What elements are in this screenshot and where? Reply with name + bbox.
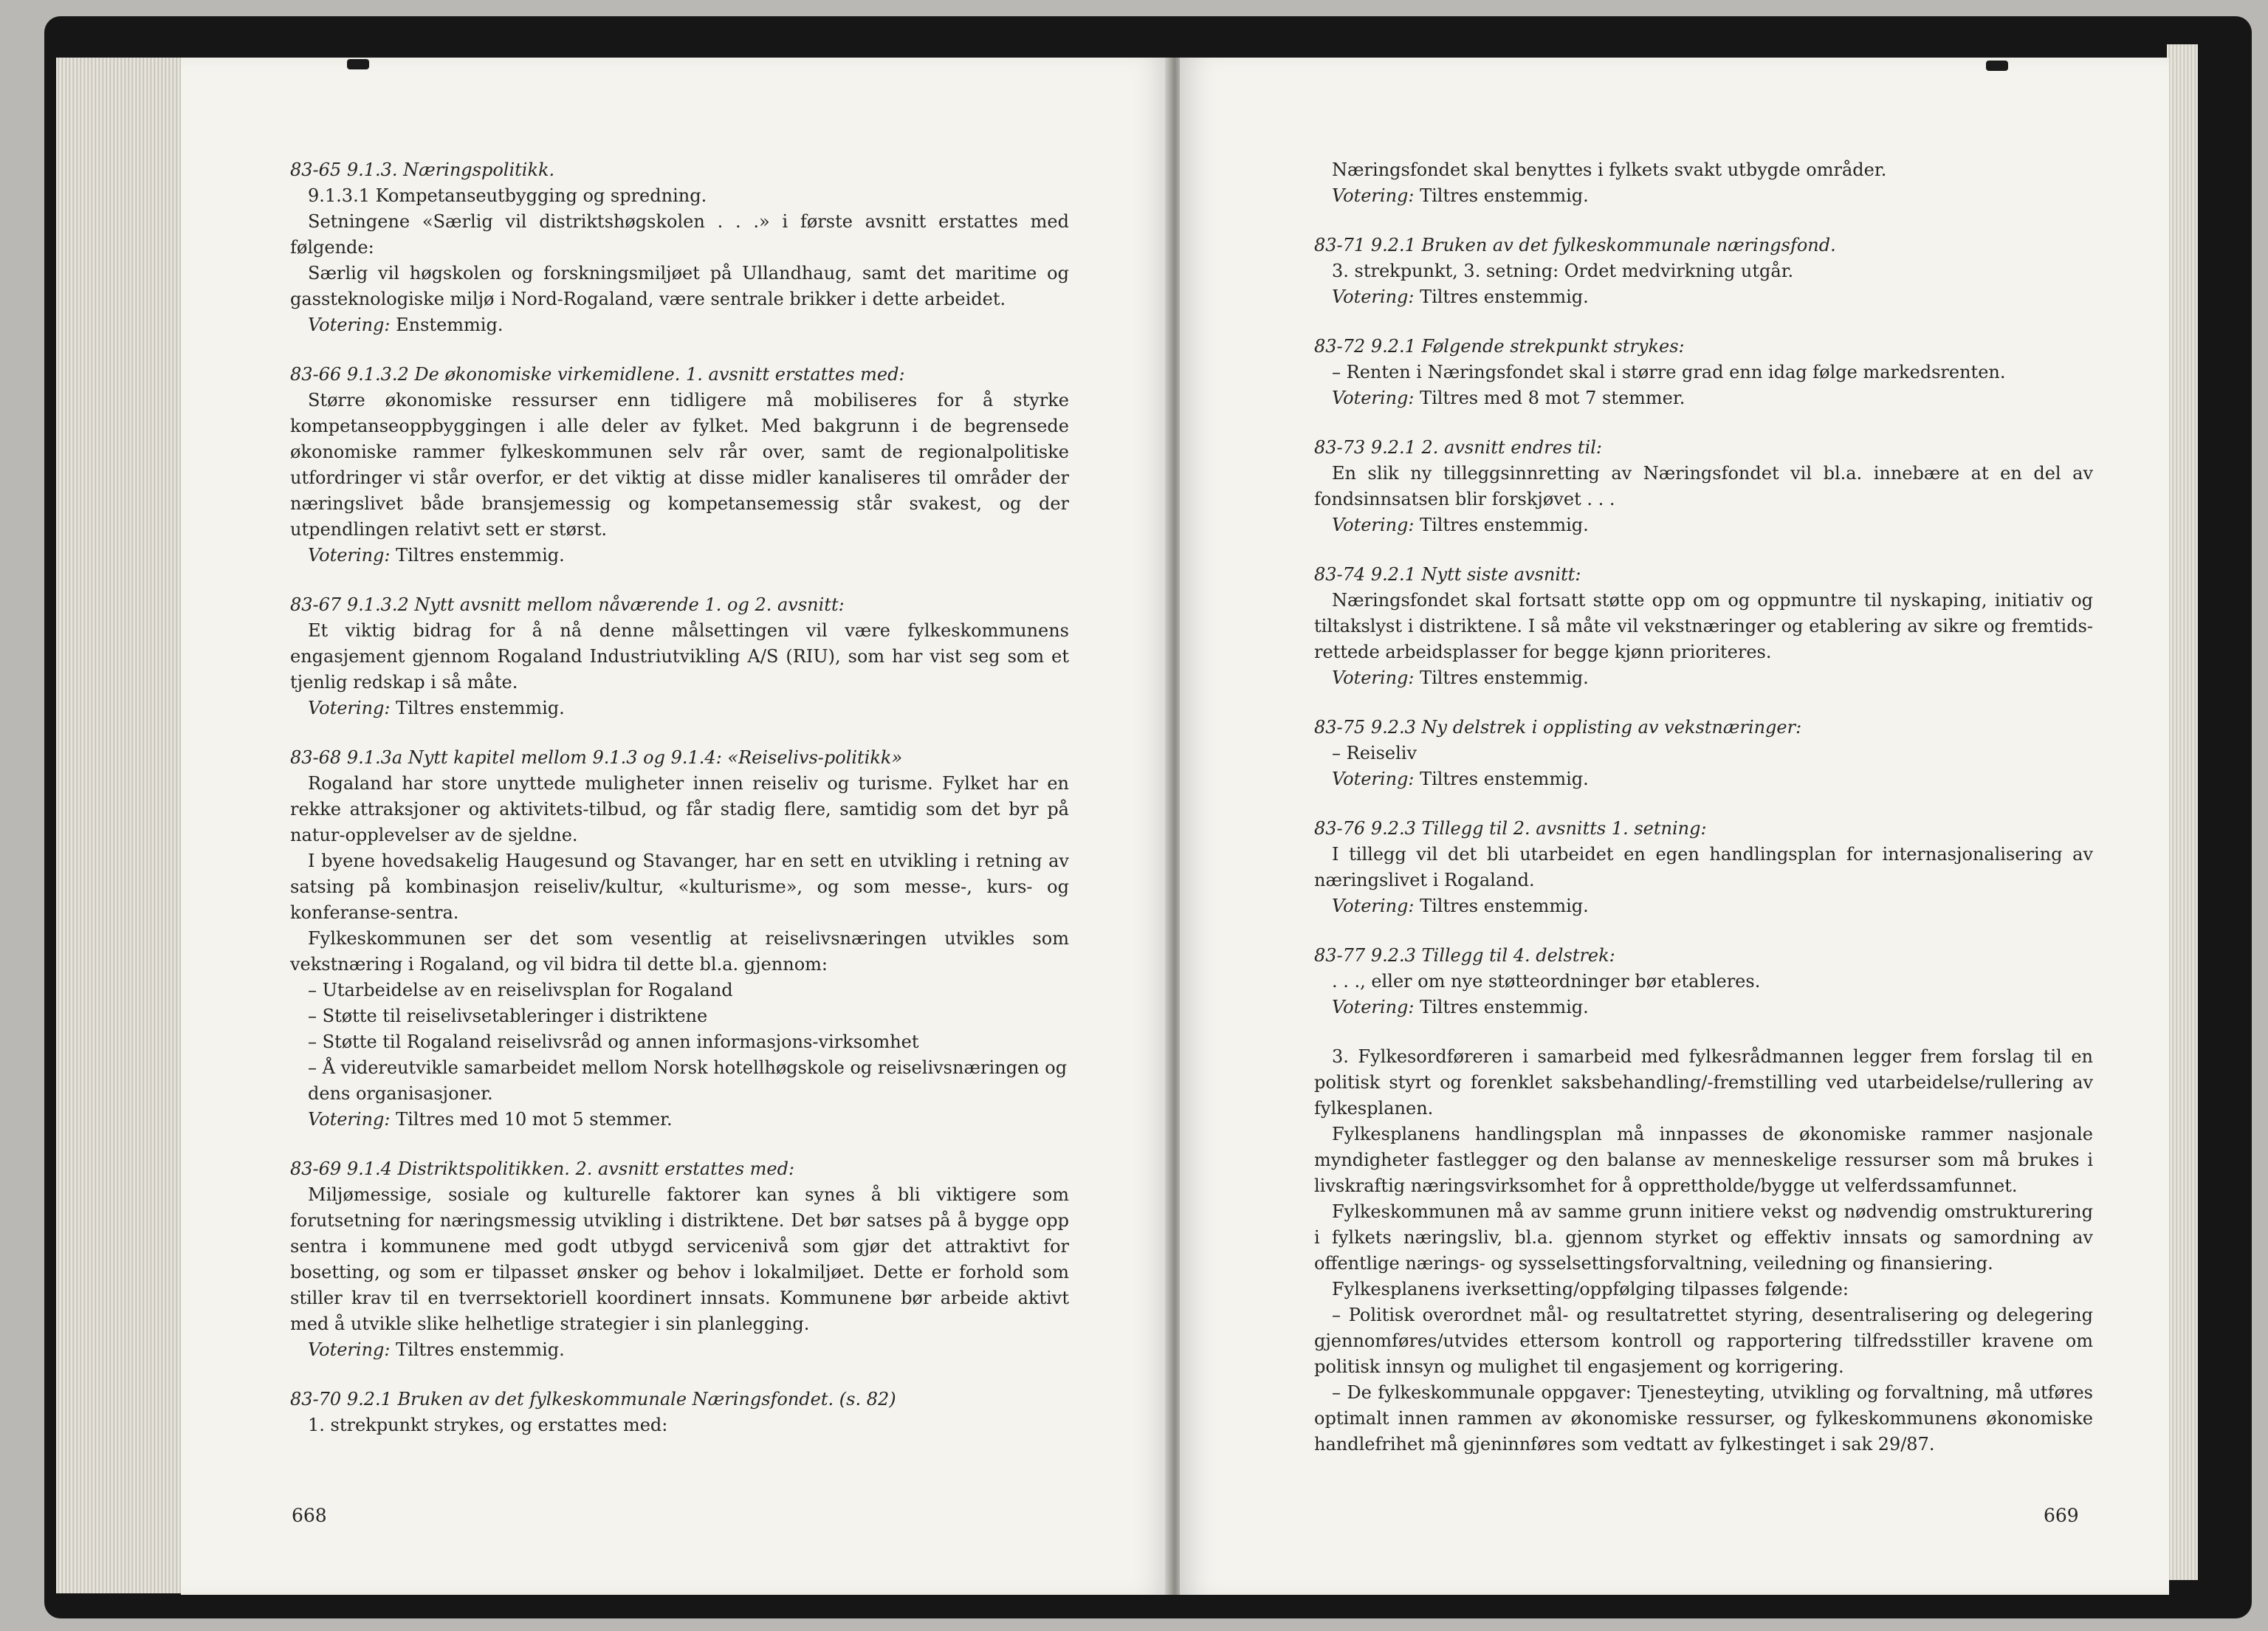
paragraph: – Politisk overordnet mål- og resultatrettet styring, desentralisering og delegering gjennomføres/utvides ettersom kontroll og rapportering tilfredsstiller kravene om politisk innsyn og mulighet til engasjement og korrigering. (1314, 1305, 2093, 1377)
entry-heading: 83-65 9.1.3. Næringspolitikk. (290, 159, 555, 180)
vote-result: Tiltres med 8 mot 7 stemmer. (1420, 388, 1685, 408)
entry-heading: 83-77 9.2.3 Tillegg til 4. delstrek: (1314, 945, 1615, 966)
paragraph: En slik ny tilleggsinnretting av Næringsfondet vil bl.a. innebære at en del av fondsinnsatsen blir forskjøvet . . . (1314, 463, 2093, 509)
vote-line (290, 1337, 1069, 1363)
vote-result: Enstemmig. (396, 315, 504, 335)
resolution-entry (290, 1387, 1069, 1438)
paragraph: – De fylkeskommunale oppgaver: Tjenesteyting, utvikling og forvaltning, må utføres optimalt innen rammen av økonomiske ressurser, og fylkeskommunens økonomiske handlefrihet må gjeninnføres som vedtatt av fylkestinget i sak 29/87. (1314, 1382, 2093, 1455)
vote-label: Votering: (308, 1109, 391, 1130)
vote-line (1314, 665, 2093, 691)
vote-label: Votering: (1332, 185, 1415, 206)
entry-heading: 83-75 9.2.3 Ny delstrek i opplisting av vekstnæringer: (1314, 717, 1802, 738)
entry-heading: 83-71 9.2.1 Bruken av det fylkeskommunale næringsfond. (1314, 235, 1836, 255)
paragraph: Fylkeskommunen ser det som vesentlig at reiselivsnæringen utvikles som vekstnæring i Rogaland, og vil bidra til dette bl.a. gjennom: (290, 928, 1069, 975)
vote-line (290, 543, 1069, 569)
entry-heading: 83-76 9.2.3 Tillegg til 2. avsnitts 1. setning: (1314, 818, 1707, 839)
vote-result: Tiltres enstemmig. (396, 698, 565, 718)
paragraph: Et viktig bidrag for å nå denne målsettingen vil være fylkeskommunens engasjement gjennom Rogaland Industriutvikling A/S (RIU), som har vist seg som et tjenlig redskap i så måte. (290, 620, 1069, 693)
dash-item: – Reiseliv (1332, 743, 1418, 763)
dash-item: – Støtte til Rogaland reiselivsråd og annen informasjons-virksomhet (308, 1031, 919, 1052)
vote-label: Votering: (1332, 997, 1415, 1017)
paragraph: Næringsfondet skal benyttes i fylkets svakt utbygde områder. (1332, 159, 1887, 180)
paragraph: I byene hovedsakelig Haugesund og Stavanger, har en sett en utvikling i retning av satsing på kombinasjon reiseliv/kultur, «kulturisme», og som messe-, kurs- og konferanse-sentra. (290, 851, 1069, 923)
right-page-text (1314, 157, 2093, 1481)
vote-result: Tiltres enstemmig. (1420, 515, 1589, 535)
vote-line (290, 312, 1069, 338)
resolution-entry (1314, 715, 2093, 792)
paragraph: Fylkeskommunen må av samme grunn initiere vekst og nødvendig omstrukturering i fylkets næringsliv, bl.a. gjennom styrket og effektiv innsats og samordning av offentlige nærings- og sysselsettingsforvaltning, veiledning og finansiering. (1314, 1201, 2093, 1274)
paragraph: Miljømessige, sosiale og kulturelle faktorer kan synes å bli viktigere som forutsetning for næringsmessig utvikling i distriktene. Det bør satses på å bygge opp sentra i kommunene med godt utbygd servicenivå som gjør det attraktivt for bosetting, og som er tilpasset ønsker og behov i lokalmiljøet. Dette er forhold som stiller krav til en tverrsektoriell koordinert innsats. Kommunene bør arbeide aktivt med å utvikle slike helhetlige strategier i sin planlegging. (290, 1184, 1069, 1334)
vote-label: Votering: (308, 1339, 391, 1360)
vote-label: Votering: (308, 315, 391, 335)
vote-result: Tiltres enstemmig. (1420, 286, 1589, 307)
resolution-entry (1314, 816, 2093, 919)
resolution-entry (1314, 435, 2093, 538)
vote-label: Votering: (1332, 286, 1415, 307)
resolution-entry (290, 592, 1069, 721)
entry-heading: 83-67 9.1.3.2 Nytt avsnitt mellom nåværende 1. og 2. avsnitt: (290, 594, 845, 615)
vote-label: Votering: (308, 698, 391, 718)
paragraph: Setningene «Særlig vil distriktshøgskolen . . .» i første avsnitt erstattes med følgende: (290, 211, 1069, 258)
vote-label: Votering: (1332, 667, 1415, 688)
vote-result: Tiltres med 10 mot 5 stemmer. (396, 1109, 673, 1130)
page-edges-right (2167, 44, 2198, 1580)
left-page-text (290, 157, 1069, 1462)
dash-item: – Støtte til reiselivsetableringer i distriktene (308, 1006, 708, 1026)
vote-label: Votering: (1332, 896, 1415, 916)
dash-item: – Å videreutvikle samarbeidet mellom Norsk hotellhøgskole og reiselivsnæringen og dens organisasjoner. (308, 1057, 1068, 1104)
paragraph: . . ., eller om nye støtteordninger bør etableres. (1332, 971, 1761, 992)
vote-line (1314, 284, 2093, 310)
vote-label: Votering: (1332, 515, 1415, 535)
resolution-entry (290, 1156, 1069, 1363)
vote-label: Votering: (308, 545, 391, 566)
paragraph: Fylkesplanens iverksetting/oppfølging tilpasses følgende: (1332, 1279, 1849, 1299)
resolution-entry (290, 157, 1069, 338)
vote-result: Tiltres enstemmig. (396, 1339, 565, 1360)
entry-heading: 83-72 9.2.1 Følgende strekpunkt strykes: (1314, 336, 1685, 357)
paragraph: 3. Fylkesordføreren i samarbeid med fylkesrådmannen legger frem forslag til en politisk styrt og forenklet saksbehandling/-fremstilling ved utarbeidelse/rullering av fylkesplanen. (1314, 1046, 2093, 1119)
resolution-entry (290, 362, 1069, 569)
vote-result: Tiltres enstemmig. (1420, 769, 1589, 789)
resolution-entry (1314, 157, 2093, 209)
vote-result: Tiltres enstemmig. (396, 545, 565, 566)
paragraph: Næringsfondet skal fortsatt støtte opp om og oppmuntre til nyskaping, initiativ og tiltakslyst i distriktene. I så måte vil vekstnæringer og etablering av sikre og fremtids-rettede arbeidsplasser for begge kjønn prioriteres. (1314, 590, 2093, 662)
paragraph: Større økonomiske ressurser enn tidligere må mobiliseres for å styrke kompetanseoppbyggingen i alle deler av fylket. Med bakgrunn i de begrensede økonomiske rammer fylkeskommunen selv rår over, samt de regionalpolitiske utfordringer vi står overfor, er det viktig at disse midler kanaliseres til områder der næringslivet både bransjemessig og kompetansemessig står svakest, og der utpendlingen relativt sett er størst. (290, 390, 1069, 540)
vote-line (290, 1107, 1069, 1133)
paragraph: Særlig vil høgskolen og forskningsmiljøet på Ullandhaug, samt det maritime og gassteknologiske miljø i Nord-Rogaland, være sentrale brikker i dette arbeidet. (290, 263, 1069, 309)
resolution-entry (1314, 943, 2093, 1020)
vote-result: Tiltres enstemmig. (1420, 185, 1589, 206)
paragraph: I tillegg vil det bli utarbeidet en egen handlingsplan for internasjonalisering av næringslivet i Rogaland. (1314, 844, 2093, 890)
archive-tab-mark-left (347, 59, 369, 69)
entry-heading: 83-68 9.1.3a Nytt kapitel mellom 9.1.3 og 9.1.4: «Reiselivs-politikk» (290, 747, 903, 768)
vote-result: Tiltres enstemmig. (1420, 997, 1589, 1017)
paragraph: 3. strekpunkt, 3. setning: Ordet medvirkning utgår. (1332, 261, 1794, 281)
page-number-right: 669 (2044, 1505, 2079, 1526)
vote-label: Votering: (1332, 769, 1415, 789)
resolution-entry (1314, 233, 2093, 310)
resolution-entry (1314, 562, 2093, 691)
entry-heading: 83-69 9.1.4 Distriktspolitikken. 2. avsnitt erstattes med: (290, 1158, 795, 1179)
dash-item: – Utarbeidelse av en reiselivsplan for Rogaland (308, 980, 733, 1000)
left-page (181, 58, 1170, 1595)
entry-heading: 83-73 9.2.1 2. avsnitt endres til: (1314, 437, 1602, 458)
page-number-left: 668 (292, 1505, 327, 1526)
entry-heading: 83-70 9.2.1 Bruken av det fylkeskommunale Næringsfondet. (s. 82) (290, 1389, 896, 1409)
resolution-entry (1314, 1044, 2093, 1457)
vote-line (1314, 893, 2093, 919)
archive-tab-mark-right (1986, 61, 2008, 71)
vote-line (1314, 385, 2093, 411)
resolution-entry (1314, 334, 2093, 411)
vote-line (1314, 183, 2093, 209)
vote-label: Votering: (1332, 388, 1415, 408)
vote-line (290, 696, 1069, 721)
vote-result: Tiltres enstemmig. (1420, 896, 1589, 916)
vote-line (1314, 766, 2093, 792)
right-page (1180, 58, 2169, 1595)
paragraph: 9.1.3.1 Kompetanseutbygging og spredning. (308, 185, 707, 206)
page-edges-left (56, 58, 189, 1593)
paragraph: Rogaland har store unyttede muligheter innen reiseliv og turisme. Fylket har en rekke attraksjoner og aktivitets-tilbud, og får stadig flere, samtidig som det byr på natur-opplevelser av de sjeldne. (290, 773, 1069, 845)
paragraph: 1. strekpunkt strykes, og erstattes med: (308, 1415, 668, 1435)
resolution-entry (290, 745, 1069, 1133)
vote-result: Tiltres enstemmig. (1420, 667, 1589, 688)
vote-line (1314, 512, 2093, 538)
entry-heading: 83-66 9.1.3.2 De økonomiske virkemidlene. 1. avsnitt erstattes med: (290, 364, 905, 385)
dash-item: – Renten i Næringsfondet skal i større grad enn idag følge markedsrenten. (1332, 362, 2006, 382)
paragraph: Fylkesplanens handlingsplan må innpasses de økonomiske rammer nasjonale myndigheter fastlegger og den balanse av menneskelige ressurser som må brukes i livskraftig næringsvirksomhet for å opprettholde/bygge ut velferdssamfunnet. (1314, 1124, 2093, 1196)
vote-line (1314, 995, 2093, 1020)
entry-heading: 83-74 9.2.1 Nytt siste avsnitt: (1314, 564, 1581, 585)
